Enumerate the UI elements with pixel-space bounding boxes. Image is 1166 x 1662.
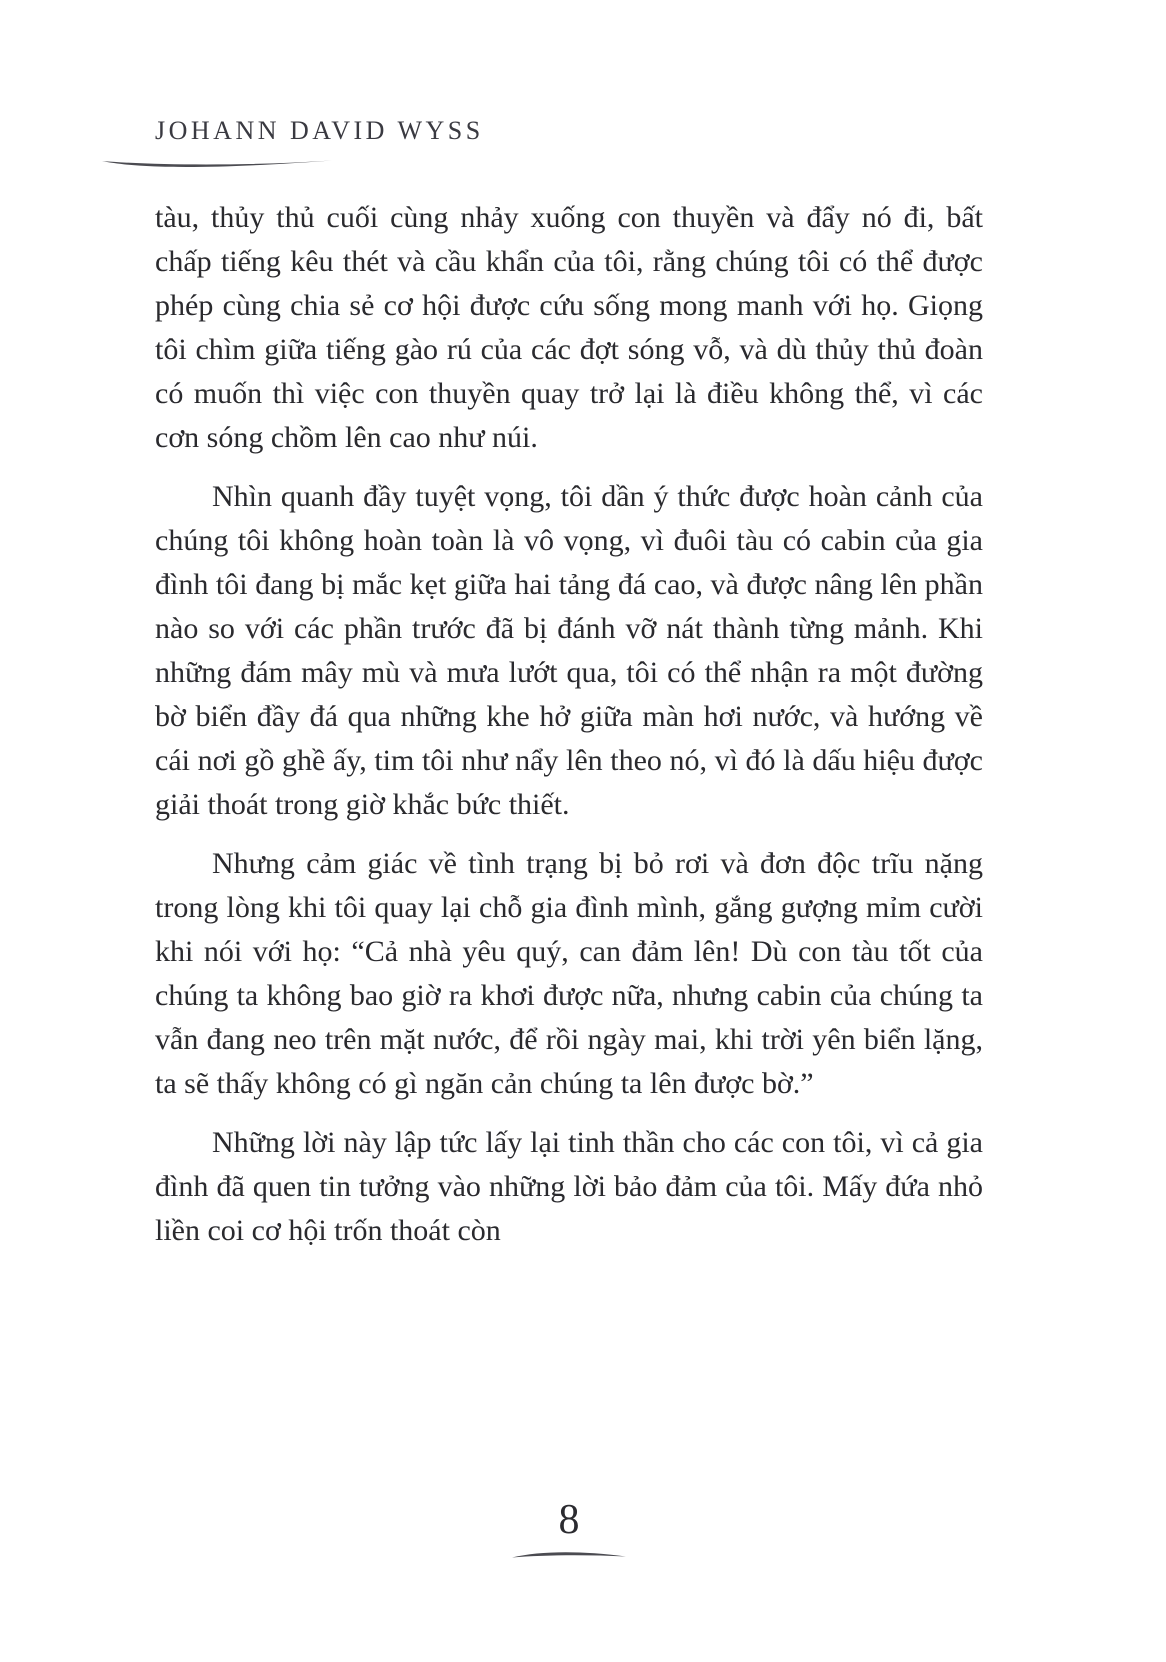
paragraph: Nhưng cảm giác về tình trạng bị bỏ rơi và đơn độc trĩu nặng trong lòng khi tôi quay lại chỗ gia đình mình, gắng gượng mỉm cười khi nói với họ: “Cả nhà yêu quý, can đảm lên! Dù con tàu tốt của chúng ta không bao giờ ra khơi được nữa, nhưng cabin của chúng ta vẫn đang neo trên mặt nước, để rồi ngày mai, khi trời yên biển lặng, ta sẽ thấy không có gì ngăn cản chúng ta lên được bờ.” <box>155 847 983 1100</box>
paragraph: Những lời này lập tức lấy lại tinh thần cho các con tôi, vì cả gia đình đã quen tin tưởng vào những lời bảo đảm của tôi. Mấy đứa nhỏ liền coi cơ hội trốn thoát còn <box>155 1126 983 1247</box>
running-header <box>155 116 484 146</box>
page-number: 8 <box>558 1497 580 1543</box>
paragraph: tàu, thủy thủ cuối cùng nhảy xuống con thuyền và đẩy nó đi, bất chấp tiếng kêu thét và cầu khẩn của tôi, rằng chúng tôi có thể được phép cùng chia sẻ cơ hội được cứu sống mong manh với họ. Giọng tôi chìm giữa tiếng gào rú của các đợt sóng vỗ, và dù thủy thủ đoàn có muốn thì việc con thuyền quay trở lại là điều không thể, vì các cơn sóng chồm lên cao như núi. <box>155 201 983 454</box>
footer-flourish <box>510 1548 628 1560</box>
header-flourish <box>100 156 335 170</box>
paragraph: Nhìn quanh đầy tuyệt vọng, tôi dần ý thức được hoàn cảnh của chúng tôi không hoàn toàn là vô vọng, vì đuôi tàu có cabin của gia đình tôi đang bị mắc kẹt giữa hai tảng đá cao, và được nâng lên phần nào so với các phần trước đã bị đánh vỡ nát thành từng mảnh. Khi những đám mây mù và mưa lướt qua, tôi có thể nhận ra một đường bờ biển đầy đá qua những khe hở giữa màn hơi nước, và hướng về cái nơi gồ ghề ấy, tim tôi như nẩy lên theo nó, vì đó là dấu hiệu được giải thoát trong giờ khắc bức thiết. <box>155 480 983 821</box>
page-body <box>155 196 983 1268</box>
author-name: JOHANN DAVID WYSS <box>155 116 484 145</box>
page-footer <box>155 1496 983 1560</box>
